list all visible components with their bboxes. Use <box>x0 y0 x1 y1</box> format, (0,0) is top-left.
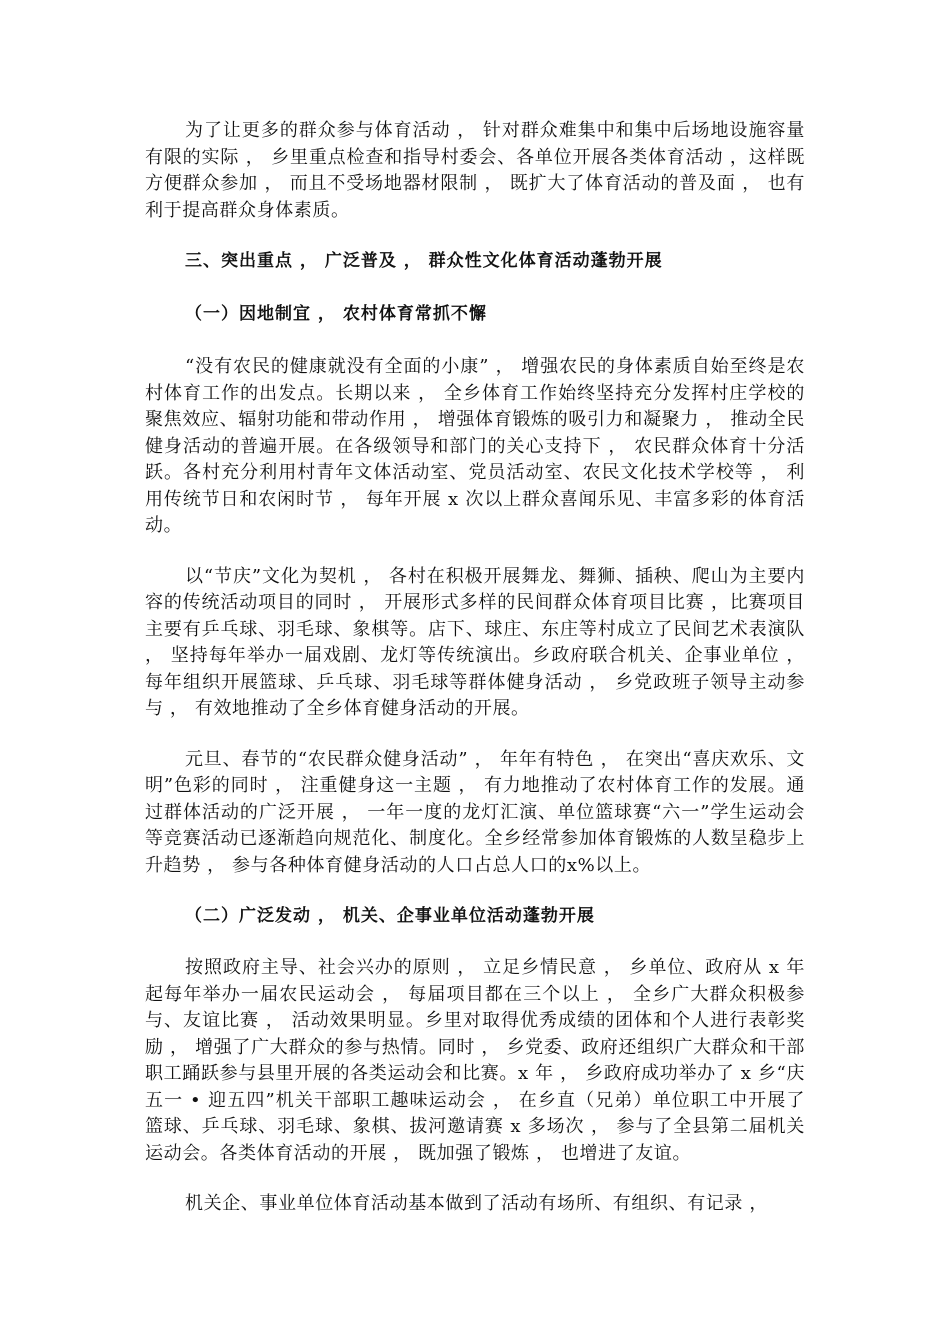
subsection-heading-1: （一）因地制宜 ， 农村体育常抓不懈 <box>185 304 487 324</box>
paragraph-new-year-activities: 元旦、春节的“农民群众健身活动” ， 年年有特色 ， 在突出“喜庆欢乐、文明”色彩的同时 ， 注重健身这一主题 ， 有力地推动了农村体育工作的发展。通过群体活动的广泛开展 ， 一年一度的龙灯汇演、单位篮球赛“六一”学生运动会等竞赛活动已逐渐趋向规范化、制度化。全乡经常参加体育锻炼的人数呈稳步上升趋势 ， 参与各种体育健身活动的人口占总人口的x%以上。 <box>145 748 805 876</box>
paragraph-government-games: 按照政府主导、社会兴办的原则 ， 立足乡情民意 ， 乡单位、政府从 x 年起每年举办一届农民运动会 ， 每届项目都在三个以上 ， 全乡广大群众积极参与、友谊比赛 ， 活动效果明显。乡里对取得优秀成绩的团体和个人进行表彰奖励 ， 增强了广大群众的参与热情。同时 ， 乡党委、政府还组织广大群众和干部职工踊跃参与县里开展的各类运动会和比赛。x 年 ， 乡政府成功举办了 x 乡“庆五一 • 迎五四”机关干部职工趣味运动会 ， 在乡直（兄弟）单位职工中开展了篮球、乒乓球、羽毛球、象棋、拔河邀请赛 x 多场次 ， 参与了全县第二届机关运动会。各类体育活动的开展 ， 既加强了锻炼 ， 也增进了友谊。 <box>145 957 806 1164</box>
paragraph-sports-participation: 为了让更多的群众参与体育活动 ， 针对群众难集中和集中后场地设施容量有限的实际 ， 乡里重点检查和指导村委会、各单位开展各类体育活动 ，这样既方便群众参加 ， 而且不受场地器材限制 ， 既扩大了体育活动的普及面 ， 也有利于提高群众身体素质。 <box>145 120 805 221</box>
subsection-heading-2: （二）广泛发动 ， 机关、企事业单位活动蓬勃开展 <box>185 906 595 926</box>
paragraph-festival-culture: 以“节庆”文化为契机 ， 各村在积极开展舞龙、舞狮、插秧、爬山为主要内容的传统活动项目的同时 ， 开展形式多样的民间群众体育项目比赛 ，比赛项目主要有乒乓球、羽毛球、象棋等。店下、球庄、东庄等村成立了民间艺术表演队 ， 坚持每年举办一届戏剧、龙灯等传统演出。乡政府联合机关、企事业单位 ， 每年组织开展篮球、乒乓球、羽毛球等群体健身活动 ， 乡党政班子领导主动参与 ， 有效地推动了全乡体育健身活动的开展。 <box>145 565 805 719</box>
paragraph-rural-health: “没有农民的健康就没有全面的小康” ， 增强农民的身体素质自始至终是农村体育工作的出发点。长期以来 ， 全乡体育工作始终坚持充分发挥村庄学校的聚焦效应、辐射功能和带动作用 ， 增强体育锻炼的吸引力和凝聚力 ， 推动全民健身活动的普遍开展。在各级领导和部门的关心支持下 ， 农民群众体育十分活跃。各村充分利用村青年文体活动室、党员活动室、农民文化技术学校等 ， 利用传统节日和农闲时节 ， 每年开展 x 次以上群众喜闻乐见、丰富多彩的体育活动。 <box>145 356 805 536</box>
section-heading-3: 三、突出重点 ， 广泛普及 ， 群众性文化体育活动蓬勃开展 <box>185 251 663 271</box>
document-body <box>145 118 805 1218</box>
paragraph-institutions: 机关企、事业单位体育活动基本做到了活动有场所、有组织、有记录 ， <box>185 1193 768 1214</box>
